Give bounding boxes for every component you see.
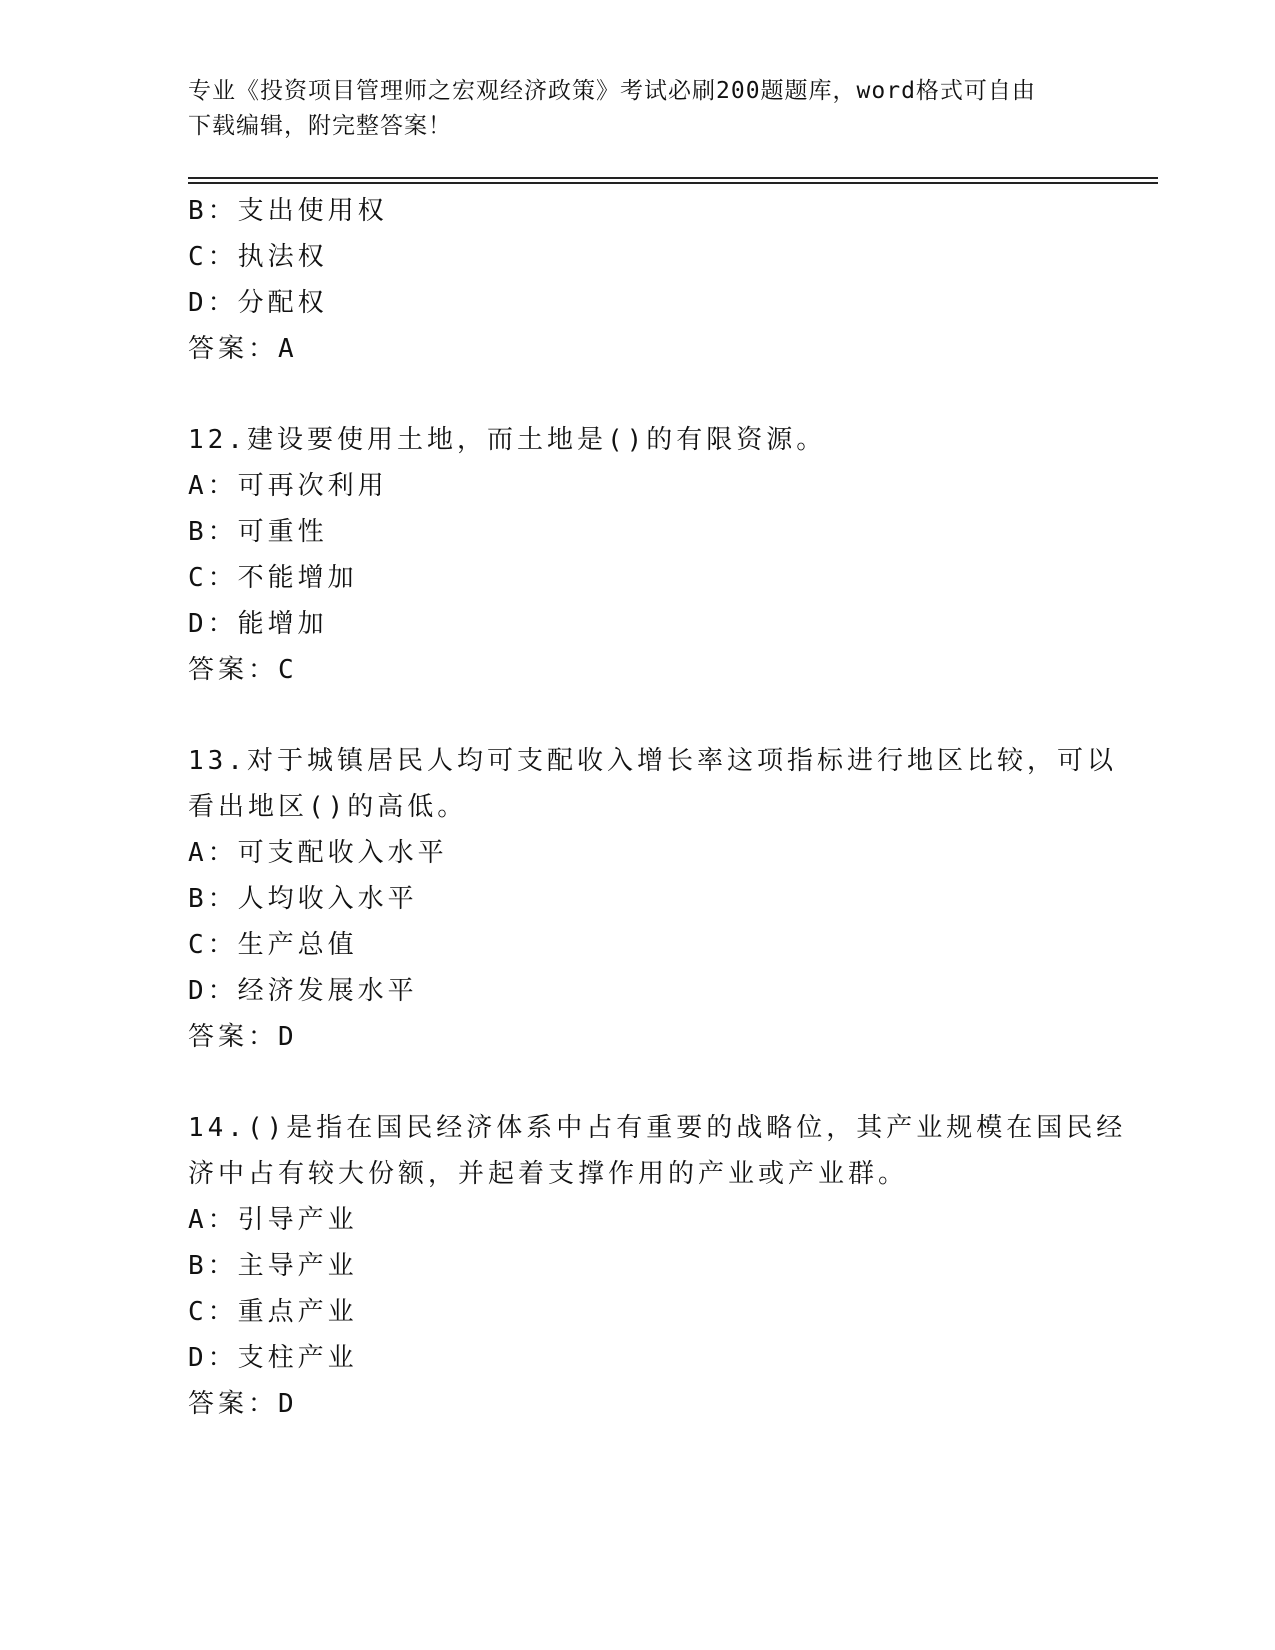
question-12	[188, 417, 1088, 693]
question-stem: 13.对于城镇居民人均可支配收入增长率这项指标进行地区比较，可以	[188, 746, 1117, 776]
option-b: B：主导产业	[188, 1251, 358, 1281]
spacer	[188, 372, 1088, 417]
spacer	[188, 693, 1088, 738]
question-11-continued	[188, 188, 1088, 372]
option-b: B：支出使用权	[188, 196, 388, 226]
question-14	[188, 1105, 1127, 1427]
question-list	[188, 188, 1127, 1427]
option-a: A：可再次利用	[188, 471, 388, 501]
option-c: C：不能增加	[188, 563, 358, 593]
option-b: B：人均收入水平	[188, 884, 418, 914]
option-d: D：能增加	[188, 609, 328, 639]
question-stem-continued: 济中占有较大份额，并起着支撑作用的产业或产业群。	[188, 1159, 909, 1189]
question-13	[188, 738, 1117, 1060]
spacer	[188, 1060, 1088, 1105]
option-d: D：经济发展水平	[188, 976, 418, 1006]
option-c: C：重点产业	[188, 1297, 358, 1327]
answer-line: 答案：D	[188, 1022, 298, 1052]
header-line-1: 专业《投资项目管理师之宏观经济政策》考试必刷200题题库，word格式可自由	[188, 78, 1036, 104]
header-line-2: 下载编辑，附完整答案！	[188, 113, 452, 139]
header-rule-top	[188, 177, 1158, 179]
header-rule-bottom	[188, 182, 1158, 184]
option-c: C：执法权	[188, 242, 328, 272]
question-stem-continued: 看出地区()的高低。	[188, 792, 468, 822]
question-stem: 14.()是指在国民经济体系中占有重要的战略位，其产业规模在国民经	[188, 1113, 1127, 1143]
option-d: D：支柱产业	[188, 1343, 358, 1373]
option-a: A：引导产业	[188, 1205, 358, 1235]
option-b: B：可重性	[188, 517, 328, 547]
answer-line: 答案：A	[188, 334, 298, 364]
question-stem: 12.建设要使用土地，而土地是()的有限资源。	[188, 425, 827, 455]
document-header	[188, 74, 1088, 144]
option-d: D：分配权	[188, 288, 328, 318]
option-a: A：可支配收入水平	[188, 838, 448, 868]
answer-line: 答案：D	[188, 1389, 298, 1419]
option-c: C：生产总值	[188, 930, 358, 960]
answer-line: 答案：C	[188, 655, 298, 685]
